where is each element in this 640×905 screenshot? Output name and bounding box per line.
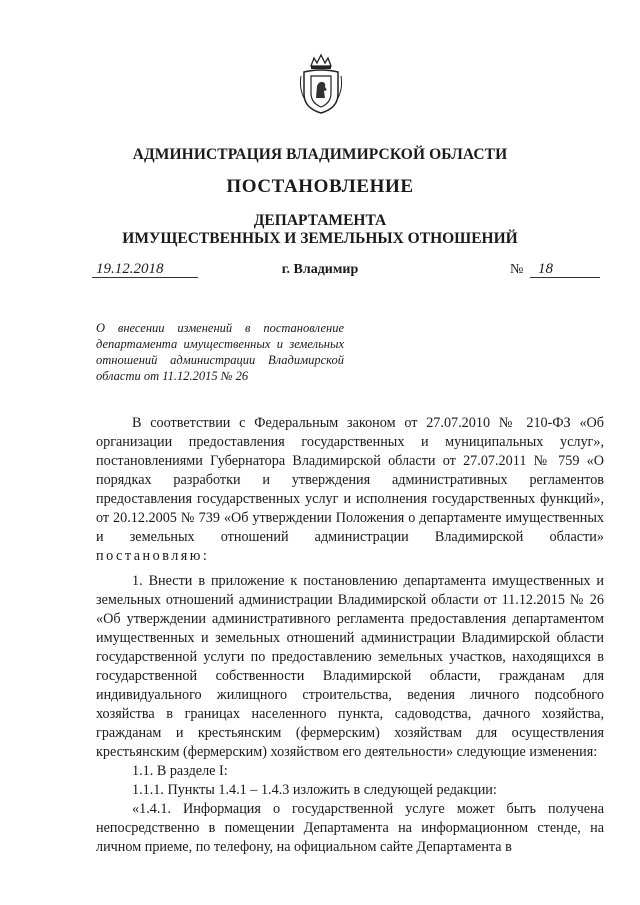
preamble-paragraph <box>96 414 604 566</box>
document-date: 19.12.2018 <box>92 260 198 278</box>
organization-name: АДМИНИСТРАЦИЯ ВЛАДИМИРСКОЙ ОБЛАСТИ <box>132 146 508 163</box>
document-body <box>96 414 604 857</box>
coat-of-arms-icon <box>298 52 344 116</box>
preamble-text: В соответствии с Федеральным законом от 27.07.2010 № 210-ФЗ «Об организации предоставления государственных и муниципальных услуг», постановлениями Губернатора Владимирской области от 27.07.2011 № 759 «О порядках разработки и утверждения административных регламентов предоставления государственных услуг и исполнения государственных функций», от 20.12.2005 № 739 «Об утверждении Положения о департаменте имущественных и земельных отношений администрации Владимирской области» <box>96 415 604 545</box>
number-label: № <box>510 262 524 277</box>
department-line-1: ДЕПАРТАМЕНТА <box>253 212 387 229</box>
clause-1-1: 1.1. В разделе I: <box>132 763 228 779</box>
document-number: 18 <box>530 260 600 278</box>
department-line-2: ИМУЩЕСТВЕННЫХ И ЗЕМЕЛЬНЫХ ОТНОШЕНИЙ <box>122 230 518 247</box>
clause-1-1-1: 1.1.1. Пункты 1.4.1 – 1.4.3 изложить в следующей редакции: <box>132 782 497 798</box>
document-type: ПОСТАНОВЛЕНИЕ <box>226 176 414 197</box>
document-city: г. Владимир <box>281 262 359 277</box>
clause-1: 1. Внести в приложение к постановлению департамента имущественных и земельных отношений администрации Владимирской области от 11.12.2015 № 26 «Об утверждении административного регламента предоставления департаментом имущественных и земельных отношений администрации Владимирской области государственной услуги по предоставлению земельных участков, находящихся в государственной собственности Владимирской области, гражданам для индивидуального жилищного строительства, ведения личного подсобного хозяйства в границах населенного пункта, садоводства, дачного хозяйства, гражданам и крестьянским (фермерским) хозяйствам для осуществления крестьянским (фермерским) хозяйством его деятельности» следующие изменения: <box>96 573 604 760</box>
document-subject: О внесении изменений в постановление департамента имущественных и земельных отношений администрации Владимирской области от 11.12.2015 № 26 <box>96 321 344 383</box>
clause-1-4-1: «1.4.1. Информация о государственной услуге может быть получена непосредственно в помещении Департамента на информационном стенде, на личном приеме, по телефону, на официальном сайте Департамента в <box>96 801 604 855</box>
decree-word: постановляю: <box>96 548 210 564</box>
